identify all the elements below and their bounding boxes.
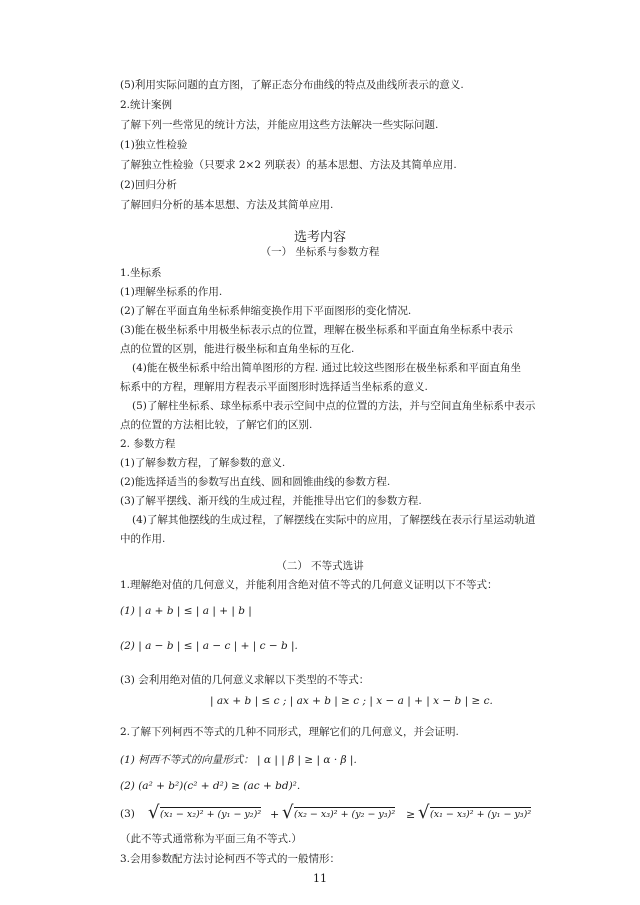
geq-sign: ≥ <box>406 808 416 821</box>
text-line: 3.会用参数配方法讨论柯西不等式的一般情形： <box>120 853 341 865</box>
inequality-3-forms: | ax + b | ≤ c ; | ax + b | ≥ c ; | x − a | + | x − b | ≥ c. <box>210 695 493 707</box>
text-line: (1)了解参数方程，了解参数的意义. <box>120 457 286 469</box>
radical-2-body: (x₂ − x₃)² + (y₂ − y₃)² <box>294 809 396 820</box>
text-line: 2.统计案例 <box>120 99 173 111</box>
plus-sign: + <box>270 808 280 821</box>
radical-1-body: (x₁ − x₂)² + (y₁ − y₂)² <box>160 809 262 820</box>
text-line: 点的位置的方法相比较，了解它们的区别. <box>120 419 313 431</box>
text-line: 中的作用. <box>120 533 166 545</box>
cauchy-triangle-label: (3) <box>120 808 135 820</box>
triangle-inequality <box>148 800 548 826</box>
text-line: (2)了解在平面直角坐标系伸缩变换作用下平面图形的变化情况. <box>120 305 412 317</box>
text-line: (3)能在极坐标系中用极坐标表示点的位置，理解在极坐标系和平面直角坐标系中表示 <box>120 324 513 336</box>
text-line: (3) 会利用绝对值的几何意义求解以下类型的不等式： <box>120 674 370 686</box>
text-line: 点的位置的区别，能进行极坐标和直角坐标的互化. <box>120 343 355 355</box>
text-line: 了解独立性检验（只要求 2×2 列联表）的基本思想、方法及其简单应用. <box>120 159 457 171</box>
text-line: (5)了解柱坐标系、球坐标系中表示空间中点的位置的方法，并与空间直角坐标系中表示 <box>132 400 536 412</box>
text-line: (2)能选择适当的参数写出直线、圆和圆锥曲线的参数方程. <box>120 476 391 488</box>
text-line: 了解回归分析的基本思想、方法及其简单应用. <box>120 199 334 211</box>
text-line: 标系中的方程，理解用方程表示平面图形时选择适当坐标系的意义. <box>120 381 428 393</box>
cauchy-vector-form: (1) 柯西不等式的向量形式： | α | | β | ≥ | α · β |. <box>120 754 357 766</box>
text-line: (4)了解其他摆线的生成过程，了解摆线在实际中的应用，了解摆线在表示行星运动轨道 <box>132 514 536 526</box>
radical-3: √ <box>418 802 430 823</box>
text-line: 了解下列一些常见的统计方法，并能应用这些方法解决一些实际问题. <box>120 119 439 131</box>
inequality-2: (2) | a − b | ≤ | a − c | + | c − b |. <box>120 640 298 652</box>
part-title-coordinates: （一） 坐标系与参数方程 <box>260 246 380 258</box>
text-line: 1.坐标系 <box>120 267 162 279</box>
cauchy-algebraic-form: (2) (a² + b²)(c² + d²) ≥ (ac + bd)². <box>120 780 301 792</box>
page-number: 11 <box>313 872 327 885</box>
text-line: (5)利用实际问题的直方图，了解正态分布曲线的特点及曲线所表示的意义. <box>120 79 464 91</box>
text-line: (1)独立性检验 <box>120 139 188 151</box>
text-line: (1)理解坐标系的作用. <box>120 286 223 298</box>
text-line: (3)了解平摆线、渐开线的生成过程，并能推导出它们的参数方程. <box>120 495 422 507</box>
text-line: （此不等式通常称为平面三角不等式.） <box>120 833 302 845</box>
text-line: (4)能在极坐标系中给出简单图形的方程. 通过比较这些图形在极坐标系和平面直角坐 <box>132 362 522 374</box>
radical-3-body: (x₁ − x₃)² + (y₁ − y₃)² <box>430 809 532 820</box>
radical-2: √ <box>282 802 294 823</box>
part-title-inequalities: （二） 不等式选讲 <box>276 560 364 572</box>
section-title: 选考内容 <box>293 230 346 245</box>
text-line: 1.理解绝对值的几何意义，并能利用含绝对值不等式的几何意义证明以下不等式： <box>120 579 498 591</box>
radical-1: √ <box>148 802 160 823</box>
inequality-1: (1) | a + b | ≤ | a | + | b | <box>120 605 252 617</box>
text-line: 2.了解下列柯西不等式的几种不同形式，理解它们的几何意义，并会证明. <box>120 726 459 738</box>
text-line: (2)回归分析 <box>120 179 177 191</box>
text-line: 2. 参数方程 <box>120 438 176 450</box>
